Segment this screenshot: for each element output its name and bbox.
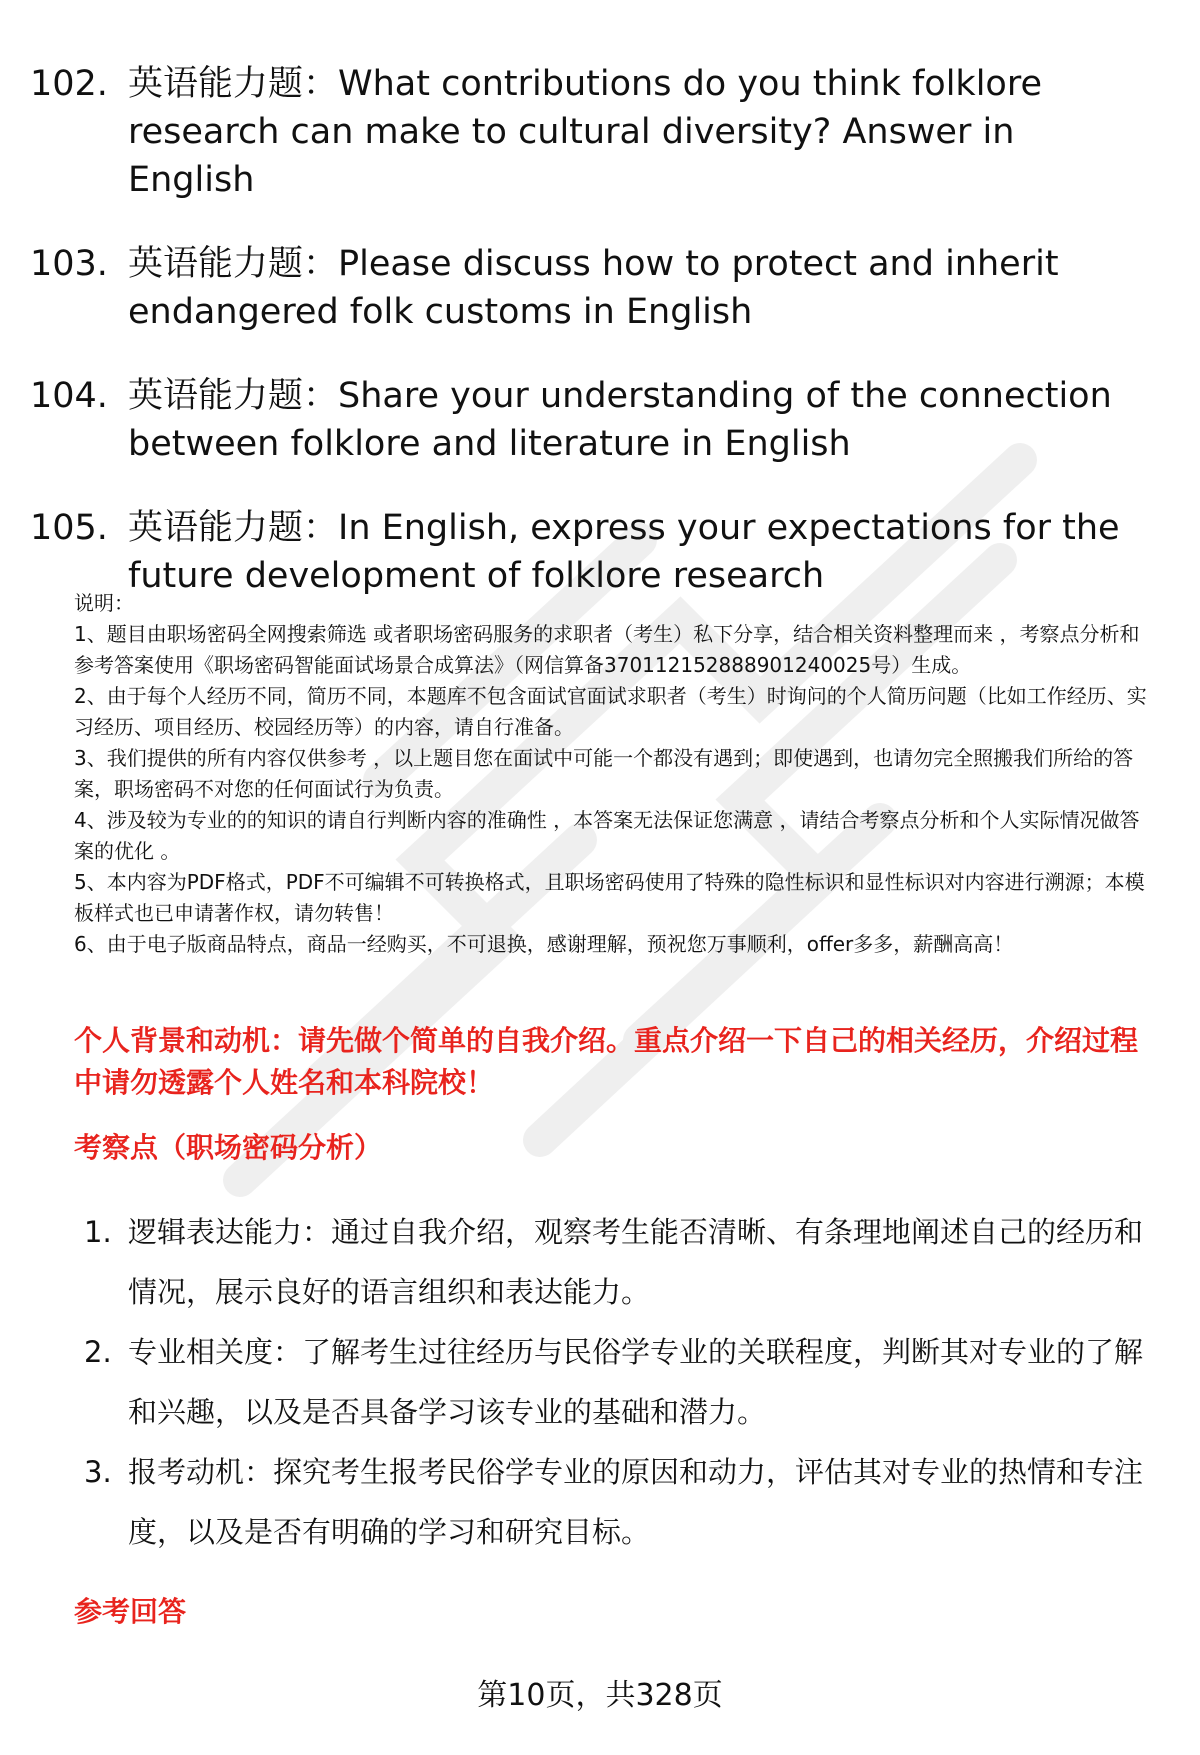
question-number: 103. (30, 244, 108, 284)
analysis-point (84, 1322, 1154, 1442)
question-number: 105. (30, 508, 108, 548)
analysis-point (84, 1202, 1154, 1322)
point-number: 2. (84, 1335, 112, 1369)
question-number: 104. (30, 376, 108, 416)
note-item: 2、由于每个人经历不同，简历不同，本题库不包含面试官面试求职者（考生）时询问的个人简历问题（比如工作经历、实习经历、项目经历、校园经历等）的内容，请自行准备。 (74, 684, 1147, 739)
question-item (30, 240, 1170, 336)
point-number: 1. (84, 1215, 112, 1249)
question-item (30, 60, 1170, 204)
question-item (30, 504, 1170, 600)
note-item: 3、我们提供的所有内容仅供参考 ，以上题目您在面试中可能一个都没有遇到；即使遇到，也请勿完全照搬我们所给的答案，职场密码不对您的任何面试行为负责。 (74, 746, 1134, 801)
point-text: 报考动机：探究考生报考民俗学专业的原因和动力，评估其对专业的热情和专注度，以及是否有明确的学习和研究目标。 (128, 1455, 1144, 1549)
disclaimer-notes (74, 588, 1154, 960)
question-list (30, 60, 1170, 636)
point-number: 3. (84, 1455, 112, 1489)
note-item: 1、题目由职场密码全网搜索筛选 或者职场密码服务的求职者（考生）私下分享，结合相关资料整理而来 ，考察点分析和参考答案使用《职场密码智能面试场景合成算法》（网信算备370112152888901240025号）生成。 (74, 622, 1140, 677)
analysis-points (84, 1202, 1154, 1562)
interview-prompt: 个人背景和动机：请先做个简单的自我介绍。重点介绍一下自己的相关经历，介绍过程中请勿透露个人姓名和本科院校！ (74, 1024, 1139, 1099)
analysis-point (84, 1442, 1154, 1562)
analysis-title: 考察点（职场密码分析） (74, 1131, 383, 1164)
page-footer: 第10页，共328页 (477, 1678, 723, 1713)
point-text: 逻辑表达能力：通过自我介绍，观察考生能否清晰、有条理地阐述自己的经历和情况，展示良好的语言组织和表达能力。 (128, 1215, 1144, 1309)
question-text: 英语能力题：Share your understanding of the connection between folklore and literature in English (128, 376, 1112, 464)
question-text: 英语能力题：In English, express your expectations for the future development of folklore research (128, 508, 1120, 596)
question-item (30, 372, 1170, 468)
question-number: 102. (30, 64, 108, 104)
note-item: 6、由于电子版商品特点，商品一经购买，不可退换，感谢理解，预祝您万事顺利，offer多多，薪酬高高！ (74, 932, 1014, 956)
answer-title: 参考回答 (74, 1595, 187, 1628)
point-text: 专业相关度：了解考生过往经历与民俗学专业的关联程度，判断其对专业的了解和兴趣，以及是否具备学习该专业的基础和潜力。 (128, 1335, 1144, 1429)
note-item: 5、本内容为PDF格式，PDF不可编辑不可转换格式，且职场密码使用了特殊的隐性标识和显性标识对内容进行溯源；本模板样式也已申请著作权，请勿转售！ (74, 870, 1145, 925)
notes-heading: 说明： (74, 591, 134, 615)
note-item: 4、涉及较为专业的的知识的请自行判断内容的准确性 ，本答案无法保证您满意 ，请结合考察点分析和个人实际情况做答案的优化 。 (74, 808, 1140, 863)
question-text: 英语能力题：Please discuss how to protect and inherit endangered folk customs in English (128, 244, 1059, 332)
question-text: 英语能力题：What contributions do you think folklore research can make to cultural diversity? Answer in English (128, 64, 1042, 200)
